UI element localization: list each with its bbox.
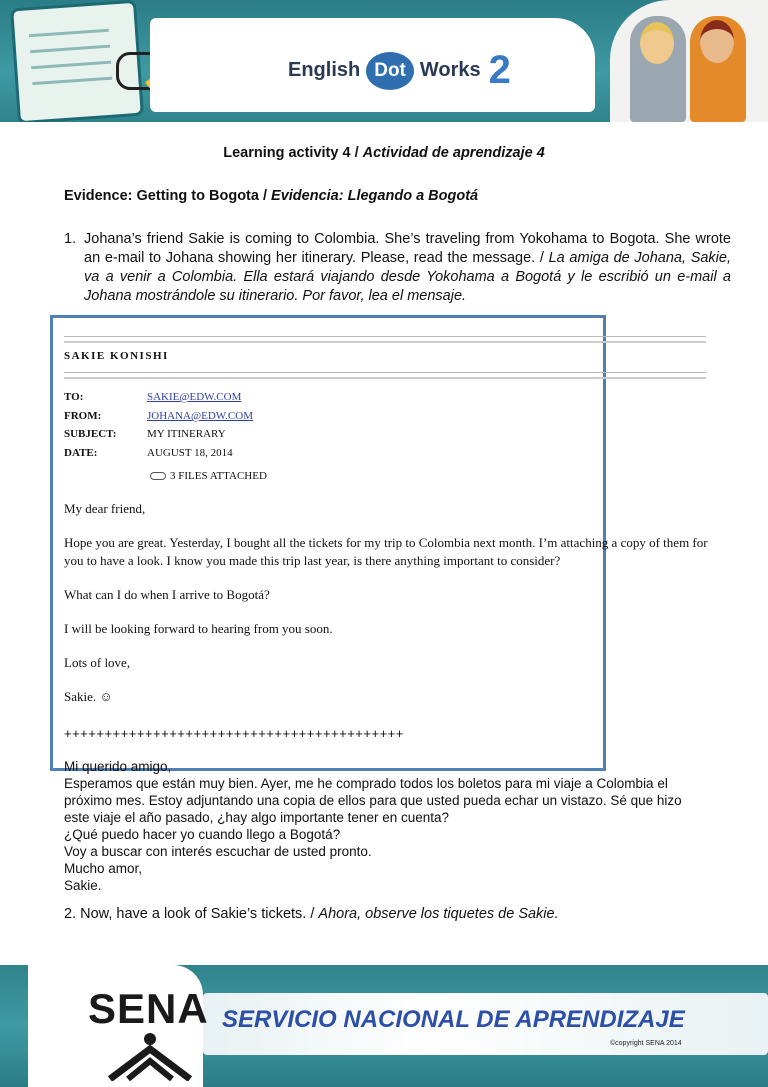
email-header-rule — [64, 372, 706, 379]
date-label: DATE: — [64, 447, 98, 459]
spanish-closing: Mucho amor, — [64, 861, 143, 876]
email-greeting: My dear friend, — [64, 501, 146, 516]
to-value — [147, 391, 241, 403]
to-email-link[interactable]: SAKIE@EDW.COM — [147, 391, 242, 403]
subject-label: SUBJECT: — [64, 428, 117, 440]
item-1-number: 1. — [64, 231, 77, 247]
to-label: TO: — [64, 391, 84, 403]
spanish-greeting: Mi querido amigo, — [64, 759, 172, 774]
from-label: FROM: — [64, 410, 102, 422]
servicio-nacional-title: SERVICIO NACIONAL DE APRENDIZAJE — [222, 1006, 685, 1033]
spanish-paragraph: Esperamos que están muy bien. Ayer, me he comprado todos los boletos para mi viaje a Colombia el próximo mes. Estoy adjuntando una copia de ellos para que usted pueda echar un vistazo. Sé que hizo este viaje el año pasado, ¿hay algo importante tener en cuenta? — [64, 776, 682, 825]
date-value: AUGUST 18, 2014 — [147, 447, 233, 459]
item-1-english: Johana’s friend Sakie is coming to Colombia. She’s traveling from Yokohama to Bogota. She wrote an e-mail to Johana showing her itinerary. Please, read the message. / — [84, 231, 731, 266]
separator-line: ++++++++++++++++++++++++++++++++++++++++++ — [64, 726, 404, 741]
english-dot-works-logo — [288, 48, 511, 93]
item-2-english: Now, have a look of Sakie’s tickets. / — [80, 906, 319, 922]
paperclip-icon — [150, 472, 166, 480]
header-banner — [0, 0, 768, 122]
instruction-item-2 — [64, 906, 559, 922]
item-2-spanish: Ahora, observe los tiquetes de Sakie. — [318, 906, 559, 922]
logo-dot: Dot — [366, 52, 414, 90]
attachments-indicator[interactable]: 3 FILES ATTACHED — [150, 470, 267, 482]
logo-english: English — [288, 59, 361, 81]
email-looking-forward: I will be looking forward to hearing from you soon. — [64, 621, 333, 636]
student-redhair — [690, 16, 746, 122]
logo-works: Works — [419, 59, 481, 81]
email-sender-name: SAKIE KONISHI — [64, 350, 169, 362]
email-top-rule — [64, 336, 706, 343]
instruction-item-1 — [64, 230, 731, 306]
student-blond — [630, 16, 686, 122]
item-2-number: 2. — [64, 906, 77, 922]
spanish-question: ¿Qué puedo hacer yo cuando llego a Bogotá? — [64, 827, 341, 842]
email-paragraph-1: Hope you are great. Yesterday, I bought all the tickets for my trip to Colombia next month. I’m attaching a copy of them for you to have a look. I know you made this trip last year, is there anything important to consider? — [64, 535, 708, 568]
page-title: Learning activity 4 / Actividad de aprendizaje 4 — [223, 145, 545, 161]
spanish-signature: Sakie. — [64, 878, 102, 893]
spanish-looking-forward: Voy a buscar con interés escuchar de usted pronto. — [64, 844, 372, 859]
email-signature: Sakie. ☺ — [64, 689, 113, 704]
email-closing: Lots of love, — [64, 655, 131, 670]
from-value — [147, 410, 253, 422]
from-email-link[interactable]: JOHANA@EDW.COM — [147, 410, 253, 422]
sena-logo-panel — [28, 965, 209, 1087]
subject-value: MY ITINERARY — [147, 428, 226, 440]
students-illustration — [610, 0, 768, 122]
evidence-heading: Evidence: Getting to Bogota / Evidencia: Llegando a Bogotá — [64, 188, 479, 204]
copyright-text: ©copyright SENA 2014 — [610, 1040, 682, 1047]
email-question: What can I do when I arrive to Bogotá? — [64, 587, 270, 602]
sena-emblem — [100, 1031, 200, 1081]
sena-wordmark: SENA — [88, 985, 209, 1032]
item-1-spanish: La amiga de Johana, Sakie, va a venir a Colombia. Ella estará viajando desde Yokohama a Bogotá y le escribió un e-mail a Johana mostrándole su itinerario. Por favor, lea el mensaje. — [84, 250, 731, 304]
logo-number: 2 — [488, 48, 511, 92]
